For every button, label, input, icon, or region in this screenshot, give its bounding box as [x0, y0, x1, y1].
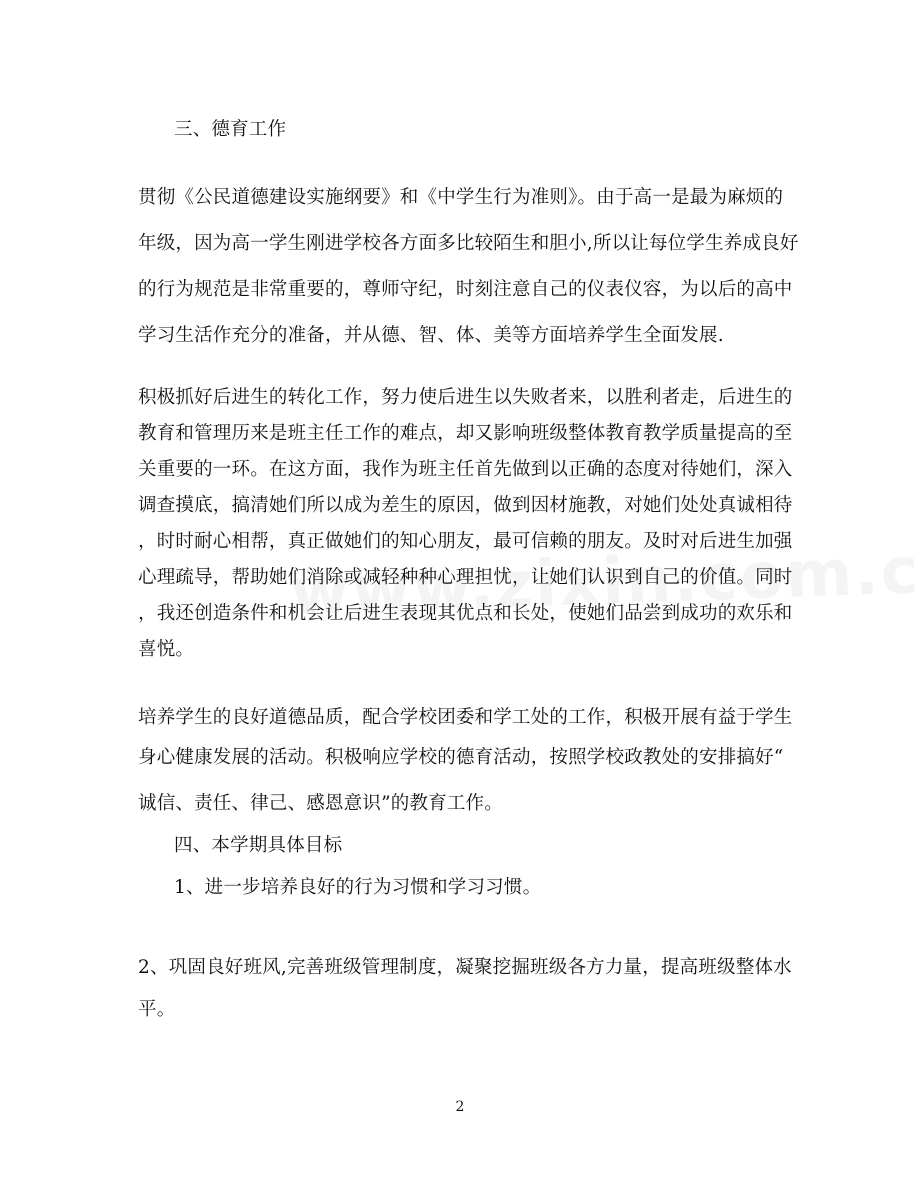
- text-line: 的行为规范是非常重要的，尊师守纪，时刻注意自己的仪表仪容，为以后的高中: [138, 279, 793, 300]
- text-line: 教育和管理历来是班主任工作的难点，却又影响班级整体教育教学质量提高的至: [138, 423, 793, 444]
- page-number: 2: [455, 1099, 465, 1115]
- goal-item-1: 1、进一步培养良好的行为习惯和学习习惯。: [174, 877, 542, 898]
- text-line: ，我还创造条件和机会让后进生表现其优点和长处，使她们品尝到成功的欢乐和: [138, 603, 793, 624]
- text-line: 年级，因为高一学生刚进学校各方面多比较陌生和胆小,所以让每位学生养成良好: [138, 233, 799, 254]
- text-line: 培养学生的良好道德品质，配合学校团委和学工处的工作，积极开展有益于学生: [138, 707, 793, 728]
- text-line: 平。: [138, 999, 176, 1020]
- text-line: 2、巩固良好班风,完善班级管理制度，凝聚挖掘班级各方力量，提高班级整体水: [138, 957, 792, 978]
- section-4-heading: 四、本学期具体目标: [174, 835, 343, 856]
- text-line: 学习生活作充分的准备，并从德、智、体、美等方面培养学生全面发展.: [138, 325, 724, 346]
- text-line: 喜悦。: [138, 639, 195, 660]
- text-line: 关重要的一环。在这方面，我作为班主任首先做到以正确的态度对待她们，深入: [138, 459, 793, 480]
- text-line: 调查摸底，搞清她们所以成为差生的原因，做到因材施教，对她们处处真诚相待: [138, 495, 793, 516]
- text-line: 贯彻《公民道德建设实施纲要》和《中学生行为准则》。由于高一是最为麻烦的: [138, 187, 784, 208]
- section-3-heading: 三、德育工作: [174, 119, 287, 140]
- text-line: 积极抓好后进生的转化工作，努力使后进生以失败者来，以胜利者走，后进生的: [138, 387, 793, 408]
- text-line: 心理疏导，帮助她们消除或减轻种种心理担忧，让她们认识到自己的价值。同时: [138, 567, 793, 588]
- text-line: 身心健康发展的活动。积极响应学校的德育活动，按照学校政教处的安排搞好“: [138, 747, 784, 768]
- text-line: 诚信、责任、律己、感恩意识”的教育工作。: [138, 793, 503, 814]
- text-line: ，时时耐心相帮，真正做她们的知心朋友，最可信赖的朋友。及时对后进生加强: [138, 531, 793, 552]
